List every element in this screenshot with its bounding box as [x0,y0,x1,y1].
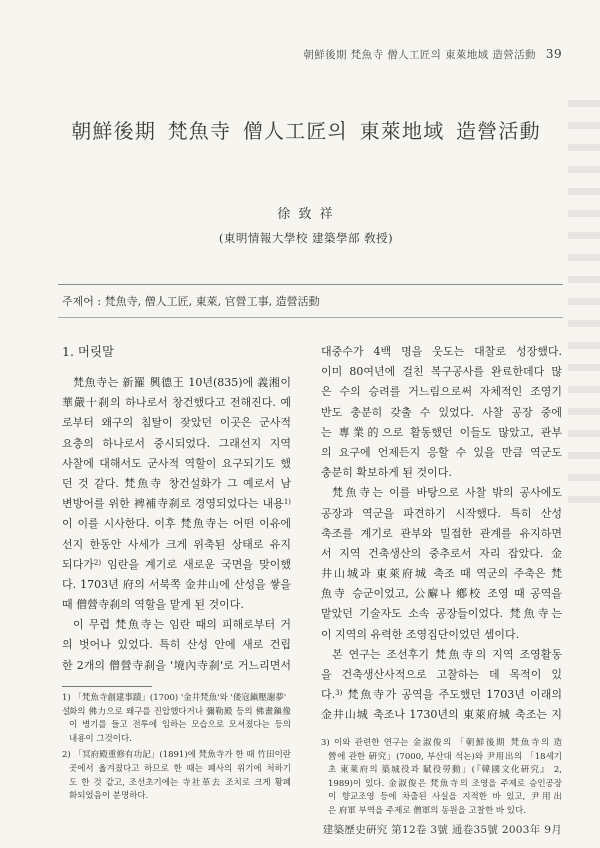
footnote-line: 2) 「冥府殿重修有功記」(1891)에 梵魚寺가 한 때 竹田이란 [62,750,291,761]
footnote-line: 이 향교조영 등에 차출된 사실을 지적한 바 있고, 尹用出 [328,792,562,803]
body-line: 던 것 같다. 梵魚寺 창건설화가 그 예로서 남 [62,476,291,490]
body-line [62,494,291,514]
footnote-reference: 3) [335,689,343,698]
body-line: 때 僧營寺刹의 역할을 맡게 된 것이다. [62,598,244,612]
body-line: 梵魚寺는 新羅 興德王 10년(835)에 義湘이 [73,376,291,389]
body-line: 선지 한동안 사세가 크게 위축된 상태로 유지 [62,537,291,551]
author-affiliation: (東明情報大學校 建築學部 敎授) [218,231,394,245]
footnote-line: 은 府軍 부역을 주제로 僧軍의 동원을 고찰한 바 있다. [328,805,526,816]
body-line: 이 무렵 梵魚寺는 임란 때의 피해로부터 거 [73,618,291,632]
body-line-text: 변방어를 위한 裨補寺刹로 경영되었다는 내용 [62,497,284,511]
footnote-line: 도 한 것 같고, 조선초기에는 寺社革去 조치로 크게 황폐 [69,777,291,788]
body-line: 이 이를 시사한다. 이후 梵魚寺는 어떤 이유에 [62,517,291,531]
footnote-line: 곳에서 옮겨졌다고 하므로 한 때는 폐사의 위기에 처하기 [69,763,291,774]
footnote-line: 내용이 그것이다. [69,733,132,744]
body-line: 대중수가 4백 명을 웃도는 대찰로 성장했다. [321,345,562,358]
footnote-line: 營에 관한 硏究」(7000, 부산대 석논)와 尹用出의 「18세기 [328,751,562,762]
body-line: 사찰에 대해서도 군사적 역할이 요구되기도 했 [62,456,291,470]
footnote-line: 3) 이와 관련한 연구는 金淑俊의 「朝鮮後期 梵魚寺의 造 [321,738,562,748]
running-header-title: 朝鮮後期 梵魚寺 僧人工匠의 東萊地域 造營活動 [303,49,536,61]
body-line: 공장과 역군을 파견하기 시작했다. 특히 산성 [321,506,562,520]
body-line-text: 임란을 계기로 새로운 국면을 맞이했 [101,557,291,571]
show-through-shadow [568,88,600,518]
body-line: 은 수의 승려를 거느림으로써 자체적인 조영기 [321,385,562,399]
journal-footer: 建築歷史硏究 第12卷 3號 通卷35號 2003年 9月 [322,824,562,836]
body-line: 魚寺 승군이었고, 公廨나 鄕校 조영 때 공역을 [321,587,562,601]
body-line: 의 요구에 언제든지 응할 수 있을 만큼 역군도 [321,445,562,459]
body-line: 華嚴十刹의 하나로서 창건했다고 전해진다. 예 [62,396,291,410]
footnote-line: 1989)이 있다. 金淑俊은 梵魚寺의 조영을 주제로 승인공장 [328,778,562,789]
body-line: 의 벗어나 있었다. 특히 산성 안에 새로 건립 [62,638,291,652]
footnote-reference: 1) [283,498,291,507]
footnote-line: 화되었음이 분명하다. [69,791,149,802]
keywords-terms: 梵魚寺, 僧人工匠, 東萊, 官營工事, 造營活動 [104,295,320,308]
body-line-text: 梵魚寺가 공역을 주도했던 1703년 이래의 [342,688,562,702]
footnote-line: 이 병기를 들고 전투에 임하는 모습으로 모셔졌다는 등의 [69,720,291,731]
body-line: 서 지역 건축생산의 중추로서 자리 잡았다. 金 [321,546,562,560]
body-line: 요충의 하나로서 중시되었다. 그래선지 지역 [62,436,291,450]
footnote-3 [321,737,562,819]
footnotes-left [62,692,291,804]
paper-title: 朝鮮後期 梵魚寺 僧人工匠의 東萊地域 造營活動 [71,119,541,143]
footnote-reference: 2) [93,558,102,567]
body-line: 는 專業的으로 활동했던 이들도 많았고, 관부 [321,425,562,439]
footnote-line: 1) 「梵魚寺創建事蹟」(1700) '金井梵魚'와 '倭寇鎭壓謝夢' 설 [62,693,287,717]
footnote-line: 화의 佛力으로 왜구를 진압했다거나 彌勒殿 등의 佛畫鎭像 [69,706,291,717]
footnote-line: 초 東萊府의 築城役과 賦役勞動」(『韓國文化硏究』 2, [328,765,562,776]
body-line [321,685,562,705]
body-line: 井山城과 東萊府城 축조 때 역군의 주축은 梵 [321,567,562,581]
body-line: 한 2개의 僧營寺刹을 '境內寺刹'로 거느리면서 [62,658,291,672]
footnote-rule [62,686,152,687]
body-line [62,555,291,575]
body-column-right [321,342,562,726]
body-line: 金井山城 축조나 1730년의 東萊府城 축조는 지 [321,708,562,722]
body-line: 을 건축생산사적으로 고찰하는 데 목적이 있 [321,668,562,681]
footnotes-right [321,737,562,819]
keywords-label: 주제어 : [62,295,102,308]
page-number: 39 [545,47,562,61]
body-line: 충분히 확보하게 된 것이다. [321,466,452,480]
body-line: 로부터 왜구의 침탈이 잦았던 이곳은 군사적 [62,416,291,430]
body-line-text: 다. [321,688,336,702]
body-line: 이 지역의 유력한 조영집단이었던 셈이다. [321,627,520,641]
body-line-text: 되다가 [62,557,94,571]
body-line: 다. 1703년 府의 서북쪽 金井山에 산성을 쌓을 [62,577,291,591]
body-line: 梵魚寺는 이를 바탕으로 사찰 밖의 공사에도 [332,486,562,500]
running-header [303,47,562,63]
footnote-2 [62,749,291,803]
author-name: 徐 致 祥 [277,207,335,222]
keywords-box [58,284,563,318]
body-line: 본 연구는 조선후기 梵魚寺의 지역 조영활동 [332,647,562,661]
body-column-left [62,373,291,676]
body-line: 반도 충분히 갖출 수 있었다. 사찰 공장 중에 [321,405,562,419]
footnote-1 [62,692,291,746]
body-line: 맡았던 기술자도 소속 공장들이었다. 梵魚寺는 [321,607,562,621]
body-line: 이미 80여년에 걸친 복구공사를 완료한데다 많 [321,365,562,379]
section-heading: 1. 머릿말 [62,344,115,359]
body-line: 축조를 계기로 관부와 밀접한 관계를 유지하면 [321,526,562,540]
